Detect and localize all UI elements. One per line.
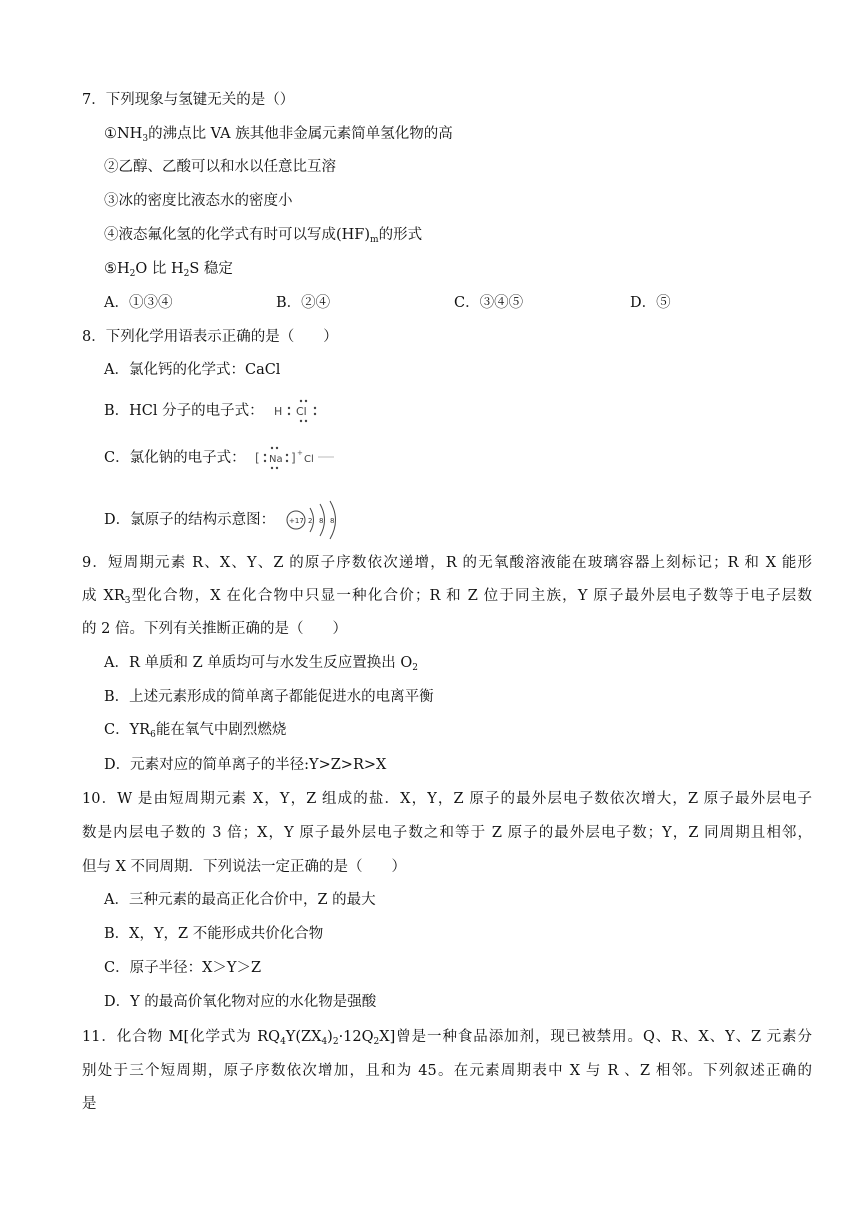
question-9-stem-line-3: 的 2 倍。下列有关推断正确的是（ ） bbox=[82, 621, 347, 637]
shell-1-label: 2 bbox=[307, 517, 313, 525]
hcl-cl-symbol: Cl bbox=[296, 405, 308, 418]
q8-option-d: D．氯原子的结构示意图： +17 2 8 8 bbox=[104, 500, 348, 540]
q7-option-b: B．②④ bbox=[276, 295, 331, 311]
svg-text:[: [ bbox=[255, 451, 260, 465]
question-11-stem-line-1: 11．化合物 M[化学式为 $RQ_4Y(ZX_4)_2\cdot 12Q_2X$]曾是一种食品添加剂，现已被禁用。Q、R、X、Y、Z 元素分 bbox=[82, 1029, 812, 1047]
q8-option-b: B．HCl 分子的电子式： H Cl bbox=[104, 398, 334, 424]
question-9-stem-line-2: 成 $XR_3$型化合物，X 在化合物中只显一种化合价；R 和 Z 位于同主族，Y 原子最外层电子数等于电子层数 bbox=[82, 588, 812, 606]
shell-2-label: 8 bbox=[318, 517, 324, 525]
q7-item-2: ②乙醇、乙酸可以和水以任意比互溶 bbox=[104, 159, 336, 175]
nucleus-charge-label: +17 bbox=[288, 517, 304, 525]
shell-3-label: 8 bbox=[329, 517, 335, 525]
q9-option-a: A．R 单质和 Z 单质均可与水发生反应置换出 $O_2$ bbox=[104, 655, 419, 673]
svg-text:]: ] bbox=[291, 451, 296, 465]
q8-option-a: A．氯化钙的化学式：CaCl bbox=[104, 362, 281, 378]
q7-item-1: $①NH_3$的沸点比 VA 族其他非金属元素简单氢化物的高 bbox=[104, 126, 453, 144]
q9-option-c: C．$YR_6$能在氧气中剧烈燃烧 bbox=[104, 722, 287, 740]
q7-item-5: $⑤H_2O$ 比 $H_2S$ 稳定 bbox=[104, 261, 233, 279]
q10-option-c: C．原子半径：X＞Y＞Z bbox=[104, 960, 262, 976]
question-10-stem-line-1: 10．W 是由短周期元素 X，Y，Z 组成的盐．X，Y，Z 原子的最外层电子数依次增大，Z 原子最外层电子 bbox=[82, 791, 812, 807]
question-7-stem: 7．下列现象与氢键无关的是（） bbox=[82, 92, 295, 108]
q9-option-b: B．上述元素形成的简单离子都能促进水的电离平衡 bbox=[104, 689, 434, 705]
nacl-na-symbol: Na bbox=[269, 454, 283, 465]
q10-option-b: B．X，Y，Z 不能形成共价化合物 bbox=[104, 926, 324, 942]
question-11-stem-line-3: 是 bbox=[82, 1096, 97, 1112]
q7-item-4: ④液态氟化氢的化学式有时可以写成$(HF)_m$的形式 bbox=[104, 227, 423, 245]
question-8-stem: 8．下列化学用语表示正确的是（ ） bbox=[82, 329, 338, 345]
q7-option-d: D．⑤ bbox=[630, 295, 671, 311]
question-9-stem-line-1: 9．短周期元素 R、X、Y、Z 的原子序数依次递增，R 的无氧酸溶液能在玻璃容器上刻标记；R 和 X 能形 bbox=[82, 555, 812, 571]
nacl-cl-symbol: Cl bbox=[304, 454, 314, 465]
hcl-electron-formula-image bbox=[272, 398, 334, 424]
hcl-h-symbol: H bbox=[274, 405, 283, 418]
q8-option-c: C．氯化钠的电子式： [ Na ] + Cl bbox=[104, 445, 336, 471]
q7-option-c: C．③④⑤ bbox=[454, 295, 524, 311]
question-10-stem-line-3: 但与 X 不同周期．下列说法一定正确的是（ ） bbox=[82, 859, 407, 875]
q9-option-d: D．元素对应的简单离子的半径:Y>Z>R>X bbox=[104, 757, 387, 773]
q7-item-3: ③冰的密度比液态水的密度小 bbox=[104, 193, 293, 209]
nacl-electron-formula-image bbox=[254, 445, 336, 471]
q10-option-a: A．三种元素的最高正化合价中，Z 的最大 bbox=[104, 892, 376, 908]
svg-text:+: + bbox=[297, 449, 304, 457]
question-11-stem-line-2: 别处于三个短周期，原子序数依次增加，且和为 45。在元素周期表中 X 与 R 、Z 相邻。下列叙述正确的 bbox=[82, 1063, 812, 1079]
q7-option-a: A．①③④ bbox=[104, 295, 173, 311]
question-10-stem-line-2: 数是内层电子数的 3 倍；X，Y 原子最外层电子数之和等于 Z 原子的最外层电子数；Y，Z 同周期且相邻， bbox=[82, 825, 812, 841]
q10-option-d: D．Y 的最高价氧化物对应的水化物是强酸 bbox=[104, 994, 377, 1010]
chlorine-atom-structure-image bbox=[284, 500, 348, 540]
